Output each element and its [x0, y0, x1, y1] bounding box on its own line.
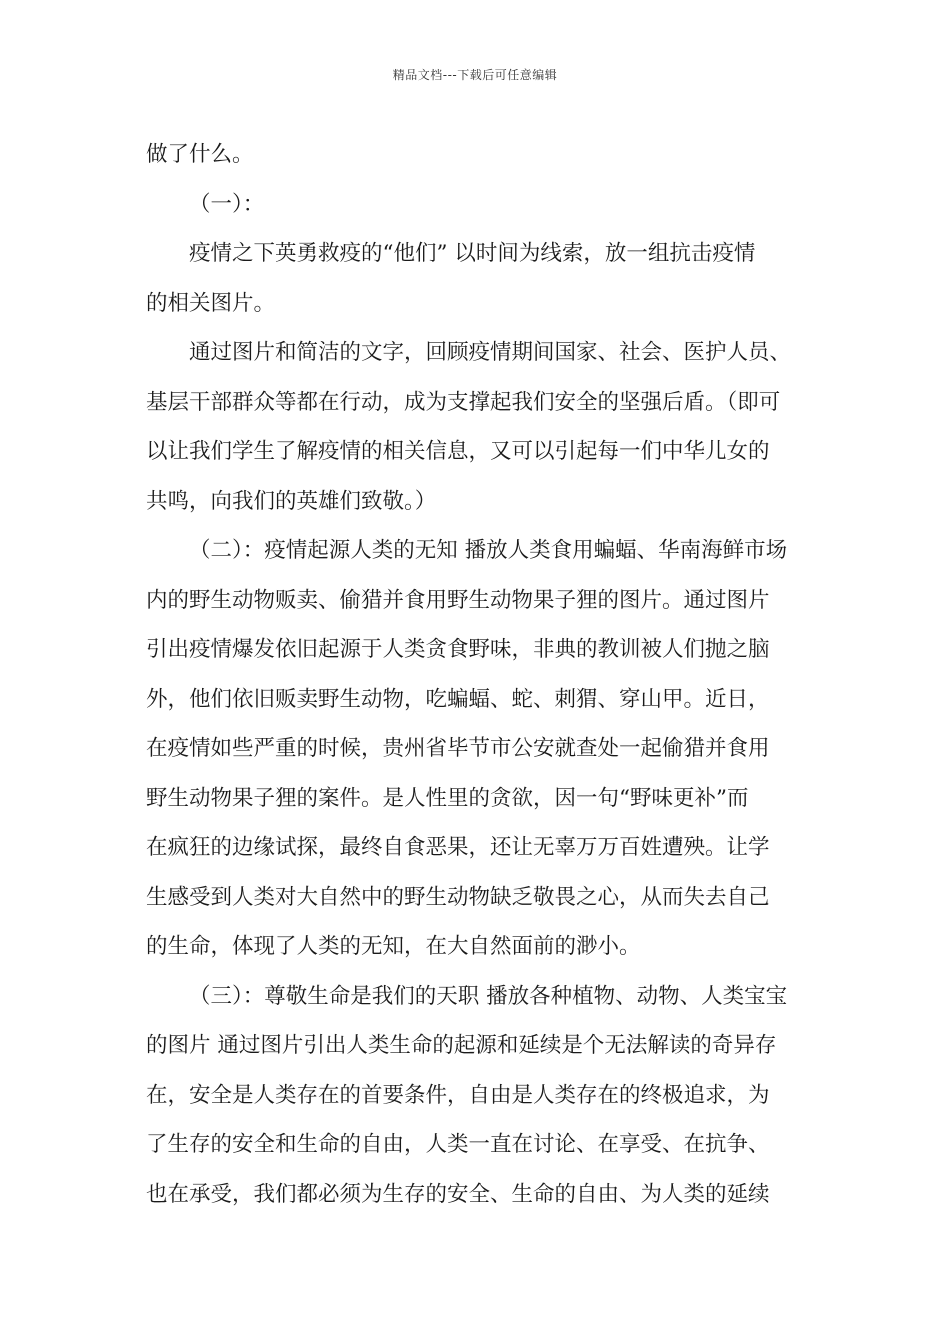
- text-line: 在疯狂的边缘试探，最终自食恶果，还让无辜万万百姓遭殃。让学: [146, 835, 770, 860]
- text-line: （一）：: [189, 191, 265, 217]
- text-line: 野生动物果子狸的案件。是人性里的贪欲，因一句“野味更补”而: [146, 785, 749, 811]
- page-header: 精品文档---下载后可任意编辑: [392, 68, 558, 82]
- text-line: 做了什么。: [146, 142, 254, 167]
- text-line: （三）：尊敬生命是我们的天职 播放各种植物、动物、人类宝宝: [189, 983, 788, 1009]
- text-line: 引出疫情爆发依旧起源于人类贪食野味，非典的教训被人们抛之脑: [146, 637, 770, 662]
- text-line: 以让我们学生了解疫情的相关信息，又可以引起每一们中华儿女的: [146, 439, 770, 464]
- text-line: 生感受到人类对大自然中的野生动物缺乏敬畏之心，从而失去自己: [146, 884, 770, 910]
- text-line: 疫情之下英勇救疫的“他们” 以时间为线索，放一组抗击疫情: [189, 241, 756, 266]
- text-line: 的相关图片。: [146, 290, 276, 316]
- text-line: 内的野生动物贩卖、偷猎并食用野生动物果子狸的图片。通过图片: [146, 587, 770, 613]
- text-line: 基层干部群众等都在行动，成为支撑起我们安全的坚强后盾。（即可: [146, 389, 781, 415]
- text-line: 了生存的安全和生命的自由，人类一直在讨论、在享受、在抗争、: [146, 1132, 770, 1157]
- text-line: 通过图片和简洁的文字，回顾疫情期间国家、社会、医护人员、: [189, 340, 792, 365]
- text-line: 也在承受，我们都必须为生存的安全、生命的自由、为人类的延续: [146, 1181, 770, 1207]
- text-line: （二）：疫情起源人类的无知 播放人类食用蝙蝠、华南海鲜市场: [189, 538, 788, 563]
- text-line: 在疫情如些严重的时候，贵州省毕节市公安就查处一起偷猎并食用: [146, 736, 770, 761]
- document-body: [146, 130, 810, 1219]
- text-line: 在，安全是人类存在的首要条件，自由是人类存在的终极追求，为: [146, 1082, 770, 1108]
- text-line: 的生命，体现了人类的无知，在大自然面前的渺小。: [146, 934, 641, 959]
- text-line: 外，他们依旧贩卖野生动物，吃蝙蝠、蛇、刺猬、穿山甲。近日，: [146, 686, 770, 712]
- text-line: 共鸣，向我们的英雄们致敬。）: [146, 488, 437, 514]
- text-line: 的图片 通过图片引出人类生命的起源和延续是个无法解读的奇异存: [146, 1033, 777, 1058]
